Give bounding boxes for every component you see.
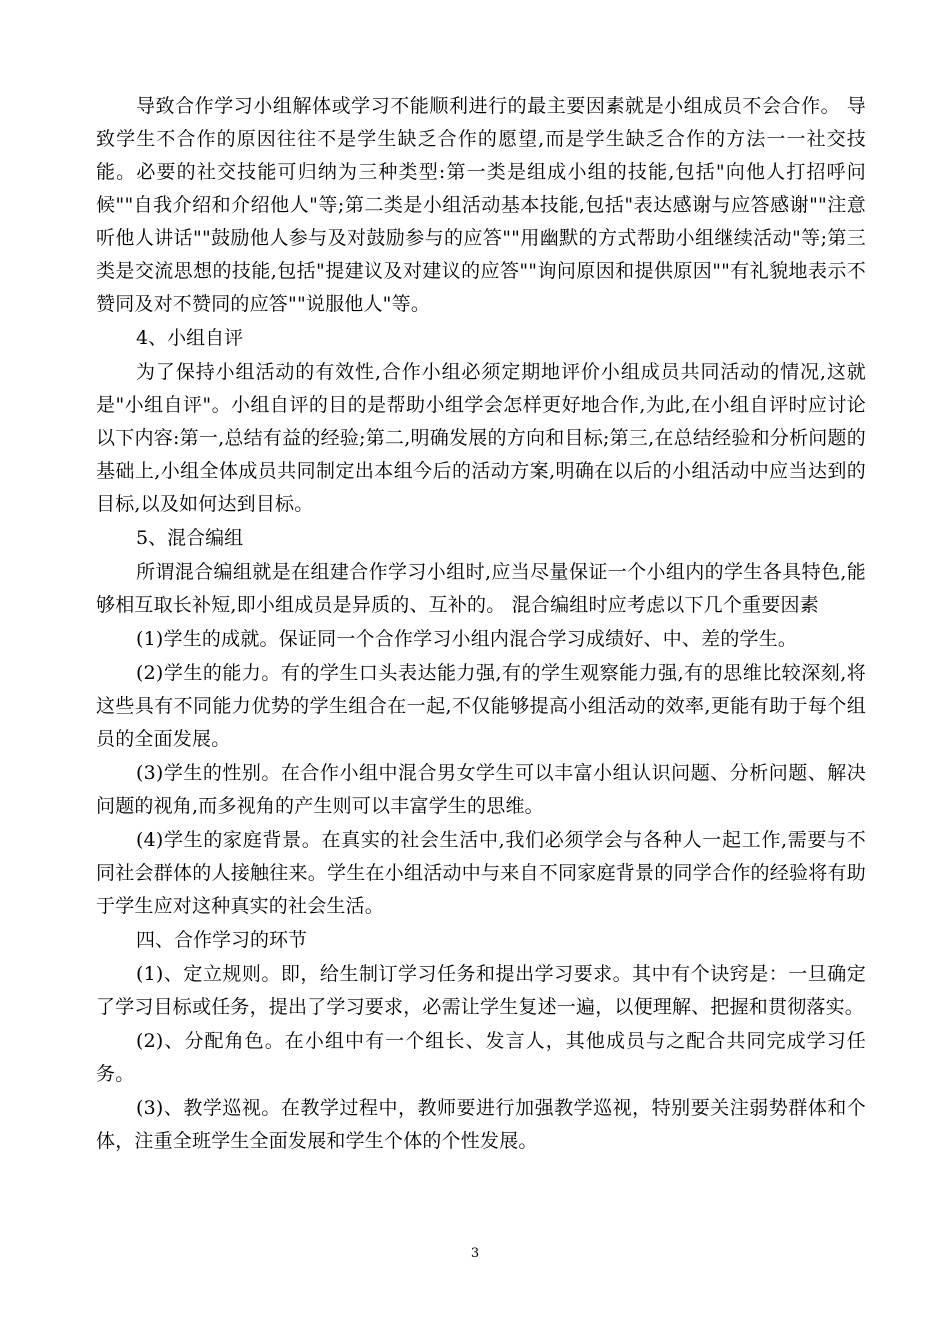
paragraph-social-skills: 导致合作学习小组解体或学习不能顺利进行的最主要因素就是小组成员不会合作。 导致学生不合作的原因往往不是学生缺乏合作的愿望,而是学生缺乏合作的方法一一社交技能。必要的社交技能可归纳为三种类型:第一类是组成小组的技能,包括"向他人打招呼问候""自我介绍和介绍他人"等;第二类是小组活动基本技能,包括"表达感谢与应答感谢""注意听他人讲话""鼓励他人参与及对鼓励参与的应答""用幽默的方式帮助小组继续活动"等;第三类是交流思想的技能,包括"提建议及对建议的应答""询问原因和提供原因""有礼貌地表示不赞同及对不赞同的应答""说服他人"等。 bbox=[96, 95, 866, 315]
document-body bbox=[96, 90, 866, 1159]
heading-mixed-grouping: 5、混合编组 bbox=[136, 527, 244, 549]
list-item-ability: (2)学生的能力。有的学生口头表达能力强,有的学生观察能力强,有的思维比较深刻,将这些具有不同能力优势的学生组合在一起,不仅能够提高小组活动的效率,更能有助于每个组员的全面发展。 bbox=[96, 662, 866, 750]
heading-cooperative-learning-steps: 四、合作学习的环节 bbox=[136, 929, 308, 951]
list-item-achievement: (1)学生的成就。保证同一个合作学习小组内混合学习成绩好、中、差的学生。 bbox=[136, 628, 798, 650]
paragraph-mixed-grouping: 所谓混合编组就是在组建合作学习小组时,应当尽量保证一个小组内的学生各具特色,能够相互取长补短,即小组成员是异质的、互补的。 混合编组时应考虑以下几个重要因素 bbox=[96, 561, 866, 616]
step-set-rules: (1)、定立规则。即，给生制订学习任务和提出学习要求。其中有个诀窍是：一旦确定了学习目标或任务，提出了学习要求，必需让学生复述一遍，以便理解、把握和贯彻落实。 bbox=[96, 963, 866, 1018]
step-assign-roles: (2)、分配角色。在小组中有一个组长、发言人，其他成员与之配合共同完成学习任务。 bbox=[96, 1030, 866, 1085]
list-item-family-background: (4)学生的家庭背景。在真实的社会生活中,我们必须学会与各种人一起工作,需要与不同社会群体的人接触往来。学生在小组活动中与来自不同家庭背景的同学合作的经验将有助于学生应对这种真实的社会生活。 bbox=[96, 829, 866, 917]
heading-group-self-evaluation: 4、小组自评 bbox=[136, 327, 244, 349]
page-number: 3 bbox=[470, 1246, 480, 1261]
list-item-gender: (3)学生的性别。在合作小组中混合男女学生可以丰富小组认识问题、分析问题、解决问题的视角,而多视角的产生则可以丰富学生的思维。 bbox=[96, 762, 866, 817]
paragraph-group-self-evaluation: 为了保持小组活动的有效性,合作小组必须定期地评价小组成员共同活动的情况,这就是"小组自评"。小组自评的目的是帮助小组学会怎样更好地合作,为此,在小组自评时应讨论以下内容:第一,总结有益的经验;第二,明确发展的方向和目标;第三,在总结经验和分析问题的基础上,小组全体成员共同制定出本组今后的活动方案,明确在以后的小组活动中应当达到的目标,以及如何达到目标。 bbox=[96, 361, 866, 515]
step-teaching-patrol: (3)、教学巡视。在教学过程中，教师要进行加强教学巡视，特别要关注弱势群体和个体，注重全班学生全面发展和学生个体的个性发展。 bbox=[96, 1097, 866, 1152]
